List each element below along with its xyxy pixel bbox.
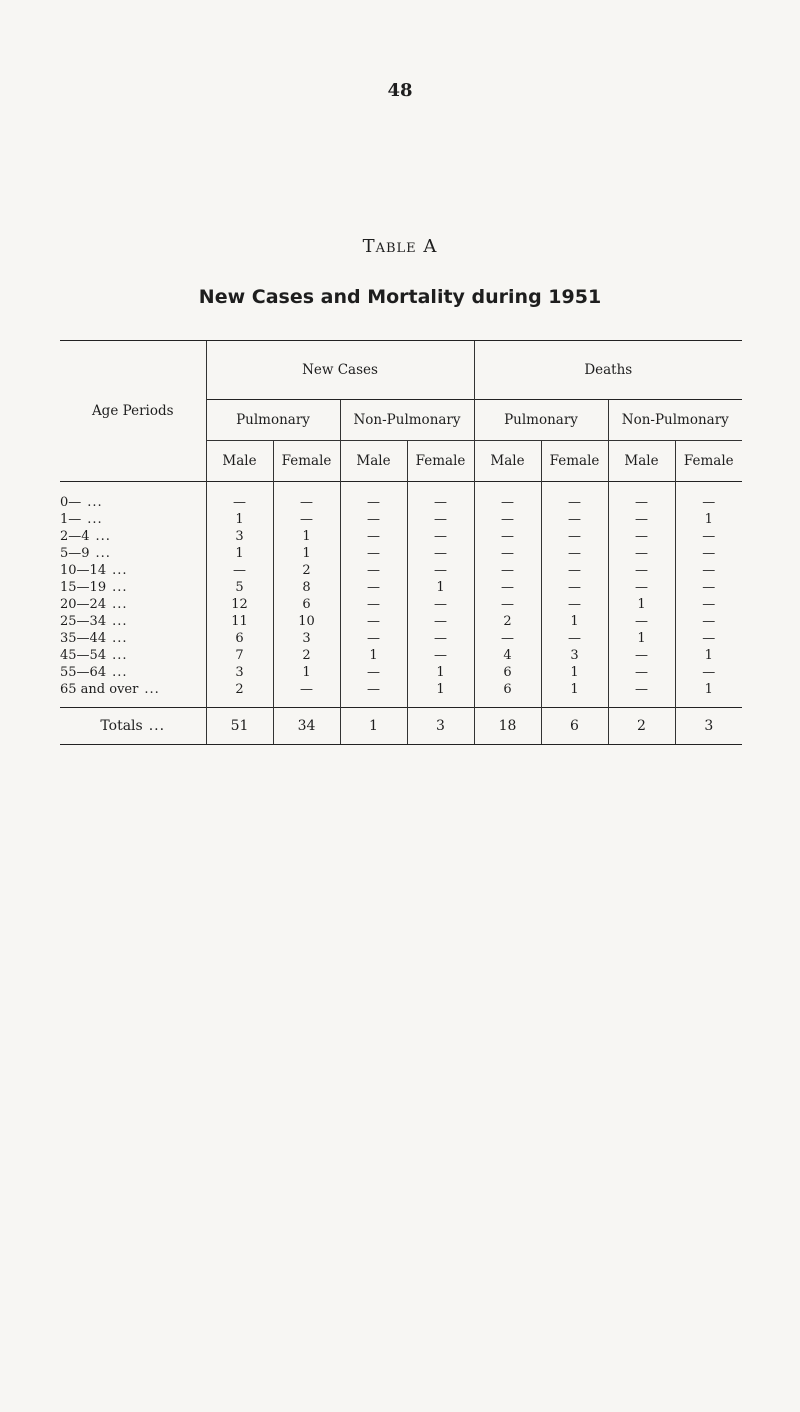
age-period-label: 20—24 <box>60 597 107 612</box>
table-cell: — <box>608 562 675 579</box>
table-cell: 3 <box>206 664 273 681</box>
age-period-label: 55—64 <box>60 665 107 680</box>
age-period-label: 2—4 <box>60 529 90 544</box>
table-cell: — <box>608 664 675 681</box>
table-cell: — <box>675 562 742 579</box>
table-cell: 1 <box>206 511 273 528</box>
sex-header: Male <box>206 441 273 482</box>
table-row <box>60 664 742 681</box>
table-cell: 6 <box>273 596 340 613</box>
table-cell: — <box>474 596 541 613</box>
table-row <box>60 630 742 647</box>
table-cell: — <box>407 482 474 512</box>
table-cell: — <box>675 613 742 630</box>
table-cell: 1 <box>273 664 340 681</box>
table-cell: 1 <box>541 681 608 708</box>
table-cell: — <box>407 647 474 664</box>
table-cell: — <box>608 545 675 562</box>
age-period-label: 65 and over <box>60 682 139 697</box>
age-period-label: 35—44 <box>60 631 107 646</box>
deaths-pulmonary-header: Pulmonary <box>474 400 608 441</box>
table-cell: — <box>608 647 675 664</box>
table-row <box>60 579 742 596</box>
table-cell: 1 <box>273 528 340 545</box>
table-cell: 18 <box>474 708 541 745</box>
age-period-label: 10—14 <box>60 563 107 578</box>
table-row <box>60 596 742 613</box>
leader-dots: ... <box>95 546 111 561</box>
table-cell: 3 <box>675 708 742 745</box>
table-cell: — <box>675 664 742 681</box>
table-cell: — <box>608 681 675 708</box>
table-cell: 2 <box>206 681 273 708</box>
table-cell: — <box>474 482 541 512</box>
table-row <box>60 613 742 630</box>
table-cell: 1 <box>273 545 340 562</box>
table-cell: 6 <box>474 681 541 708</box>
table-cell: — <box>675 596 742 613</box>
table-cell: 1 <box>407 664 474 681</box>
table-cell: 2 <box>608 708 675 745</box>
table-cell: — <box>474 562 541 579</box>
table-cell: — <box>474 511 541 528</box>
table-cell: 34 <box>273 708 340 745</box>
table-cell: — <box>407 630 474 647</box>
table-row <box>60 511 742 528</box>
table-cell: 3 <box>206 528 273 545</box>
table-cell: 2 <box>273 562 340 579</box>
table-cell: — <box>474 545 541 562</box>
table-cell: — <box>541 545 608 562</box>
age-period-label: 5—9 <box>60 546 90 561</box>
table-cell: — <box>474 579 541 596</box>
page-number: 48 <box>387 80 413 101</box>
table-cell: — <box>340 664 407 681</box>
totals-label: Totals <box>100 718 143 734</box>
age-period-label: 15—19 <box>60 580 107 595</box>
new-cases-header: New Cases <box>206 341 474 400</box>
table-cell: — <box>474 630 541 647</box>
table-cell: — <box>608 579 675 596</box>
table-cell: — <box>675 482 742 512</box>
table-title: New Cases and Mortality during 1951 <box>198 286 602 308</box>
sex-header: Male <box>608 441 675 482</box>
table-cell: 51 <box>206 708 273 745</box>
table-cell: 6 <box>474 664 541 681</box>
leader-dots: ... <box>87 495 103 510</box>
leader-dots: ... <box>95 529 111 544</box>
table-cell: 1 <box>608 596 675 613</box>
table-cell: 1 <box>675 647 742 664</box>
table-cell: — <box>340 613 407 630</box>
table-row <box>60 647 742 664</box>
table-body <box>60 482 742 708</box>
table-cell: 11 <box>206 613 273 630</box>
table-cell: 6 <box>206 630 273 647</box>
age-period-label: 1— <box>60 512 82 527</box>
table-row <box>60 545 742 562</box>
table-cell: — <box>541 596 608 613</box>
age-period-label: 45—54 <box>60 648 107 663</box>
mortality-table <box>60 340 742 745</box>
totals-row <box>60 708 742 745</box>
table-cell: — <box>541 630 608 647</box>
table-cell: — <box>273 482 340 512</box>
table-row <box>60 681 742 708</box>
table-cell: — <box>675 630 742 647</box>
table-cell: — <box>541 528 608 545</box>
table-cell: 1 <box>407 579 474 596</box>
table-cell: 1 <box>206 545 273 562</box>
leader-dots: ... <box>112 614 128 629</box>
sex-header: Male <box>340 441 407 482</box>
table-cell: — <box>608 482 675 512</box>
table-cell: 2 <box>474 613 541 630</box>
table-cell: — <box>340 596 407 613</box>
table-cell: — <box>340 562 407 579</box>
table-cell: 1 <box>675 681 742 708</box>
table-cell: — <box>541 482 608 512</box>
sex-header: Female <box>273 441 340 482</box>
table-cell: — <box>206 562 273 579</box>
table-cell: 1 <box>340 647 407 664</box>
table-cell: — <box>675 579 742 596</box>
table-cell: 1 <box>675 511 742 528</box>
table-cell: — <box>273 511 340 528</box>
table-cell: — <box>340 545 407 562</box>
table-cell: — <box>340 630 407 647</box>
table-cell: 5 <box>206 579 273 596</box>
sex-header: Female <box>675 441 742 482</box>
leader-dots: ... <box>148 718 166 734</box>
sex-header: Female <box>407 441 474 482</box>
table-cell: — <box>407 562 474 579</box>
age-period-label: 25—34 <box>60 614 107 629</box>
table-cell: 3 <box>273 630 340 647</box>
table-cell: — <box>407 511 474 528</box>
new-cases-non-pulmonary-header: Non-Pulmonary <box>340 400 474 441</box>
table-row <box>60 562 742 579</box>
table-cell: 3 <box>407 708 474 745</box>
table-cell: — <box>608 528 675 545</box>
leader-dots: ... <box>112 631 128 646</box>
table-cell: 4 <box>474 647 541 664</box>
table-cell: — <box>541 511 608 528</box>
table-cell: — <box>608 613 675 630</box>
table-cell: 1 <box>541 613 608 630</box>
table-cell: 12 <box>206 596 273 613</box>
table-cell: — <box>273 681 340 708</box>
leader-dots: ... <box>112 665 128 680</box>
table-cell: — <box>474 528 541 545</box>
table-cell: 1 <box>608 630 675 647</box>
table-cell: — <box>340 681 407 708</box>
sex-header: Male <box>474 441 541 482</box>
header-group-row <box>60 341 742 400</box>
leader-dots: ... <box>144 682 160 697</box>
table-cell: — <box>340 528 407 545</box>
leader-dots: ... <box>112 648 128 663</box>
table-cell: — <box>541 562 608 579</box>
table-cell: — <box>675 528 742 545</box>
table-row <box>60 528 742 545</box>
leader-dots: ... <box>112 597 128 612</box>
table-cell: — <box>206 482 273 512</box>
table-cell: — <box>608 511 675 528</box>
deaths-header: Deaths <box>474 341 742 400</box>
leader-dots: ... <box>112 563 128 578</box>
table-label: Table A <box>362 236 438 257</box>
table-cell: 8 <box>273 579 340 596</box>
new-cases-pulmonary-header: Pulmonary <box>206 400 340 441</box>
table-cell: 3 <box>541 647 608 664</box>
table-cell: — <box>675 545 742 562</box>
sex-header: Female <box>541 441 608 482</box>
table-cell: 6 <box>541 708 608 745</box>
table-cell: — <box>407 613 474 630</box>
age-periods-header: Age Periods <box>60 341 206 482</box>
deaths-non-pulmonary-header: Non-Pulmonary <box>608 400 742 441</box>
table-cell: 1 <box>541 664 608 681</box>
table-cell: 7 <box>206 647 273 664</box>
table-cell: — <box>340 482 407 512</box>
table-cell: 10 <box>273 613 340 630</box>
table-row <box>60 482 742 512</box>
table-cell: — <box>407 545 474 562</box>
table-cell: — <box>340 511 407 528</box>
table-cell: — <box>407 596 474 613</box>
leader-dots: ... <box>112 580 128 595</box>
table-cell: — <box>541 579 608 596</box>
age-period-label: 0— <box>60 495 82 510</box>
table-cell: 2 <box>273 647 340 664</box>
table-cell: — <box>340 579 407 596</box>
table-cell: — <box>407 528 474 545</box>
leader-dots: ... <box>87 512 103 527</box>
table-cell: 1 <box>340 708 407 745</box>
table-cell: 1 <box>407 681 474 708</box>
